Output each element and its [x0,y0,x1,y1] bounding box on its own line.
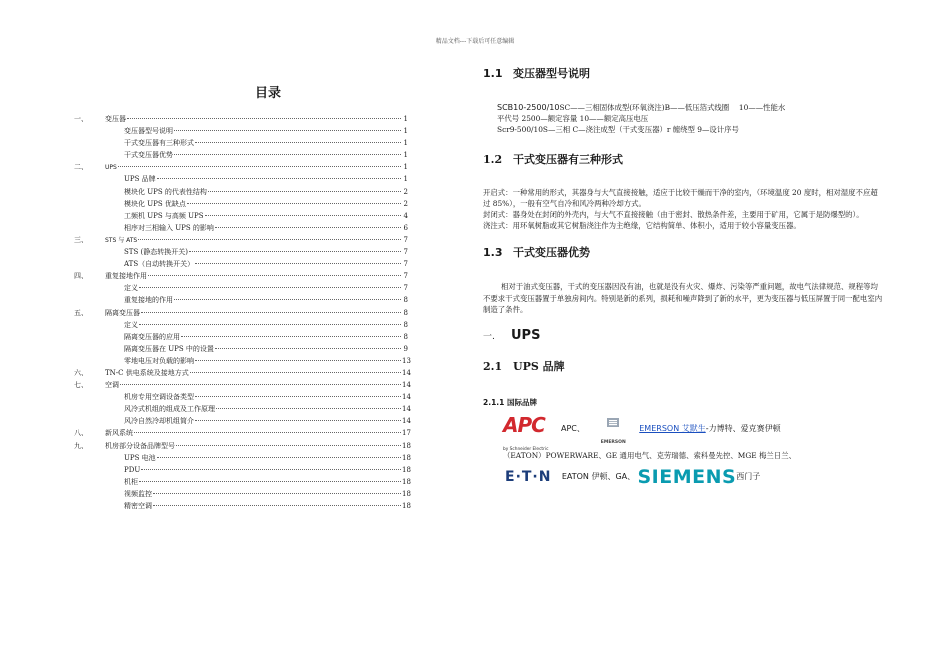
toc-entry-page: 8 [403,296,408,305]
toc-leader-dots [195,141,401,143]
toc-entry[interactable] [68,125,408,137]
emerson-mark-icon [607,418,619,427]
section-number: 1.2 [483,152,503,166]
section-number: 2.1 [483,360,503,374]
toc-entry[interactable] [68,500,411,512]
toc-entry-page: 8 [403,320,408,329]
apc-logo-text: APC [503,413,545,438]
eaton-logo: E·T·N [505,469,552,486]
toc-entry[interactable] [68,137,408,149]
toc-entry-text: 视频监控 [124,489,152,498]
toc-entry[interactable] [68,270,408,282]
toc-leader-dots [139,286,401,288]
toc-entry-text: ATS（自动转换开关） [124,260,195,269]
toc-entry[interactable] [68,427,411,439]
toc-entry-page: 18 [402,477,411,486]
toc-entry-text: 机房专用空调设备类型 [124,393,194,402]
toc-entry-text: 干式变压器有三种形式 [124,139,194,148]
toc-entry-page: 8 [403,308,408,317]
toc-entry-page: 1 [403,163,408,172]
toc-entry[interactable] [68,476,411,488]
toc-entry[interactable] [68,488,411,500]
toc-leader-dots [138,238,401,240]
toc-leader-dots [195,419,401,421]
emerson-logo-text: EMERSON [600,440,626,446]
toc-entry-text: TN-C 供电系统及接地方式 [105,368,189,377]
toc-leader-dots [216,407,401,409]
toc-entry-text: 定义 [124,284,138,293]
emerson-logo [595,418,631,446]
toc-entry-text: 风冷式机组的组成及工作原理 [124,405,215,414]
toc-list [68,113,411,512]
toc-entry-text: 重复接地的作用 [124,296,173,305]
chapter-ups-heading [483,327,883,345]
section-number: 2.1.1 [483,398,505,408]
toc-entry[interactable] [68,149,408,161]
toc-entry[interactable] [68,186,408,198]
toc-entry-text: 变压器 [105,115,126,123]
toc-leader-dots [174,298,401,300]
open-type-paragraph: 开启式：一种常用的形式，其器身与大气直接接触，适应于比较干燥而干净的室内，（环境温度 20 度时，相对湿度不应超过 85%），一般有空气自冷和风冷两种冷却方式。 [483,187,878,208]
toc-entry-page: 4 [403,211,408,220]
toc-entry-number: 二、 [74,163,88,172]
toc-leader-dots [174,153,401,155]
toc-entry[interactable] [68,173,408,185]
toc-entry-text: 零地电压对负载的影响 [124,356,194,365]
toc-entry-number: 八、 [74,429,88,438]
model-line-3: Scr9-500/10S—三相 C—浇注成型（干式变压器）r 缠绕型 9—设计序号 [497,125,739,135]
toc-entry-text: STS (静态转换开关) [124,248,188,257]
toc-leader-dots [187,202,401,204]
section-1-1-heading [483,66,883,82]
toc-entry[interactable] [68,379,411,391]
toc-leader-dots [148,274,401,276]
siemens-label: 西门子 [736,472,761,482]
section-1-3-heading [483,245,883,261]
toc-entry[interactable] [68,307,408,319]
toc-leader-dots [141,311,401,313]
brands-line-2: （EATON）POWERWARE、GE 通用电气、克劳瑞德、索科曼先控、MGE 梅兰日兰、 [503,451,796,461]
toc-entry[interactable] [68,343,408,355]
section-title: 变压器型号说明 [513,67,590,80]
toc-entry-page: 2 [403,187,408,196]
toc-entry-page: 18 [402,489,411,498]
model-line-1: SC——三相固体成型(环氧浇注)B——低压箔式线圈 10——性能水 [559,103,786,112]
brands-line-1 [483,413,883,453]
toc-entry-page: 7 [403,284,408,293]
toc-entry-page: 1 [403,139,408,148]
section-title: 干式变压器优势 [513,246,590,260]
toc-entry-number: 五、 [74,308,88,317]
toc-entry-text: UPS 品牌 [124,175,156,184]
toc-entry-text: 模块化 UPS 的代表性结构 [124,187,207,196]
section-2-1-heading [483,359,883,375]
toc-entry-page: 18 [402,453,411,462]
toc-entry[interactable] [68,282,408,294]
toc-leader-dots [195,262,401,264]
toc-entry-text: 隔离变压器在 UPS 中的设置 [124,344,214,353]
toc-leader-dots [215,226,401,228]
toc-entry-text: 风冷自然冷却机组简介 [124,417,194,426]
toc-entry[interactable] [68,258,408,270]
toc-entry-page: 8 [403,332,408,341]
toc-entry-page: 2 [403,199,408,208]
toc-leader-dots [181,335,401,337]
toc-entry[interactable] [68,415,411,427]
toc-entry-page: 6 [403,223,408,232]
toc-entry-number: 四、 [74,272,88,281]
toc-leader-dots [195,395,401,397]
toc-leader-dots [195,359,401,361]
toc-entry-text: 新风系统 [105,429,133,438]
toc-entry-text: 相序对三相输入 UPS 的影响 [124,223,214,232]
section-title: 干式变压器有三种形式 [513,152,623,166]
toc-entry[interactable] [68,452,411,464]
toc-entry[interactable] [68,161,408,173]
toc-entry[interactable] [68,294,408,306]
toc-entry-text: 工频机 UPS 与高频 UPS [124,211,204,220]
toc-title: 目录 [254,86,281,101]
toc-entry-page: 7 [403,248,408,257]
toc-entry[interactable] [68,319,408,331]
toc-entry-text: UPS [105,164,117,172]
model-code: SCB10-2500/10 [497,103,560,112]
siemens-logo: SIEMENS [637,466,737,489]
toc-entry-page: 14 [402,417,411,426]
toc-entry-page: 7 [403,272,408,281]
emerson-rest: -力博特、爱克赛伊顿 [705,424,781,434]
toc-entry-page: 1 [403,175,408,184]
toc-entry[interactable] [68,355,411,367]
toc-entry-page: 14 [402,381,411,390]
toc-leader-dots [174,129,401,131]
toc-leader-dots [157,456,401,458]
toc-leader-dots [208,190,401,192]
toc-entry-page: 1 [403,127,408,136]
eaton-label: EATON 伊顿、GA、 [561,472,636,482]
toc-entry-text: 空调 [105,381,119,390]
toc-leader-dots [134,431,401,433]
cast-type-paragraph: 浇注式：用环氧树脂或其它树脂浇注作为主绝缘，它结构简单、体积小，适用于较小容量变压器。 [483,221,801,231]
toc-entry-text: 变压器型号说明 [124,127,173,136]
toc-leader-dots [118,165,401,167]
toc-leader-dots [153,504,401,506]
toc-entry[interactable] [68,440,411,452]
toc-entry-page: 18 [402,502,411,510]
toc-leader-dots [153,492,401,494]
toc-entry-text: 干式变压器优势 [124,151,173,160]
toc-entry-page: 14 [402,393,411,402]
toc-entry[interactable] [68,246,408,258]
chapter-title: UPS [511,328,541,344]
toc-entry-page: 14 [402,368,411,377]
toc-entry-page: 9 [403,344,408,353]
brands-line-3 [483,465,883,489]
closed-type-paragraph: 封闭式：器身处在封闭的外壳内，与大气不直接接触（由于密封、散热条件差，主要用于矿用，它属于是防爆型的）。 [483,210,864,220]
toc-entry[interactable] [68,198,408,210]
toc-entry-page: 1 [403,115,408,123]
toc-entry-number: 九、 [74,441,88,450]
section-2-1-1-heading [483,397,883,408]
toc-entry[interactable] [68,113,408,125]
toc-entry-text: 精密空调 [124,502,152,510]
toc-entry-number: 一、 [74,115,88,123]
model-line-2: 平代号 2500—额定容量 10——额定高压电压 [497,114,649,124]
toc-leader-dots [139,480,401,482]
model-description [483,102,883,136]
toc-entry-text: 隔离变压器 [105,308,140,317]
toc-leader-dots [176,444,401,446]
emerson-link[interactable]: EMERSON 艾默生 [639,424,706,434]
toc-entry-page: 18 [402,465,411,474]
apc-logo-subtext: by Schneider Electric [503,447,549,453]
toc-entry-page: 13 [402,356,411,365]
toc-entry[interactable] [68,464,411,476]
toc-entry-number: 六、 [74,368,88,377]
toc-entry-number: 七、 [74,381,88,390]
toc-entry-text: PDU [124,465,141,474]
section-number: 1.3 [483,246,503,260]
toc-leader-dots [139,323,401,325]
toc-entry-page: 7 [403,260,408,269]
chapter-number: 一. [483,332,495,343]
toc-entry-text: STS 与 ATS [105,236,138,244]
toc-entry[interactable] [68,403,411,415]
toc-entry-page: 7 [403,235,408,244]
toc-entry[interactable] [68,331,408,343]
toc-leader-dots [120,383,401,385]
toc-entry-page: 17 [402,429,411,438]
toc-leader-dots [215,347,401,349]
advantages-paragraph: 相对于油式变压器，干式的变压器因没有油，也就是没有火灾、爆炸、污染等严重问题，故电气法律规范、规程等均不要求干式变压器置于单独房间内。特别是新的系列，损耗和噪声降到了新的水平，更为变压器与低压屏置于同一配电室内制造了条件。 [483,282,883,314]
toc-leader-dots [189,250,401,252]
toc-entry-text: 重复接地作用 [105,272,147,281]
toc-entry-text: 隔离变压器的应用 [124,332,180,341]
toc-leader-dots [157,177,401,179]
toc-entry[interactable] [68,391,411,403]
toc-leader-dots [190,371,401,373]
watermark-text: 精品文档---下载后可任意编辑 [435,38,515,45]
toc-entry-page: 14 [402,405,411,414]
toc-entry[interactable] [68,367,411,379]
toc-entry-text: UPS 电池 [124,453,156,462]
toc-entry-text: 模块化 UPS 优缺点 [124,199,186,208]
toc-entry-page: 1 [403,151,408,160]
apc-logo [503,413,563,453]
toc-entry[interactable] [68,210,408,222]
section-1-2-heading [483,152,883,168]
toc-entry-text: 机房部分设备品牌型号 [105,441,175,450]
section-number: 1.1 [483,67,503,80]
toc-leader-dots [205,214,402,216]
toc-entry[interactable] [68,234,408,246]
section-title: 国际品牌 [507,398,537,408]
toc-leader-dots [127,117,401,119]
toc-entry[interactable] [68,222,408,234]
table-of-contents [68,82,411,512]
toc-leader-dots [141,468,401,470]
toc-entry-number: 三、 [74,235,88,244]
section-title: UPS 品牌 [513,360,565,374]
toc-entry-page: 18 [402,441,411,450]
apc-label: APC、 [561,424,585,434]
toc-entry-text: 定义 [124,320,138,329]
content-column [483,66,883,489]
toc-entry-text: 机柜 [124,477,138,486]
